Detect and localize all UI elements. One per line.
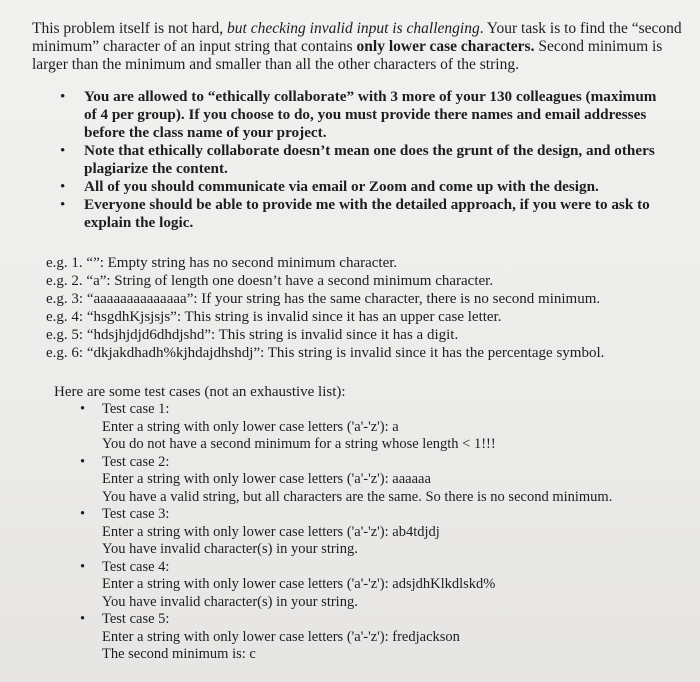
example-line: e.g. 6: “dkjakdhadh%kjhdajdhshdj”: This string is invalid since it has the percentage symbol. [46, 345, 605, 361]
test-case-item [80, 453, 682, 507]
test-case-prompt: Enter a string with only lower case letters ('a'-'z'): ab4tdjdj [102, 523, 440, 540]
test-case-item [80, 401, 682, 454]
requirement-text: You are allowed to “ethically collaborate” with 3 more of your 130 colleagues (maximum of 4 per group). If you choose to do, you must provide there names and email addresses before the class name of your project. [84, 88, 657, 141]
bullet: • [80, 611, 86, 627]
test-case-title: Test case 1: [102, 401, 170, 417]
test-case-result: You do not have a second minimum for a string whose length < 1!!! [102, 436, 496, 452]
intro-emphasis: but checking invalid input is challenging [227, 20, 480, 37]
requirement-item [60, 142, 664, 178]
example-line: e.g. 1. “”: Empty string has no second minimum character. [46, 255, 398, 271]
test-case-item [80, 611, 682, 664]
requirement-item [60, 88, 664, 142]
bullet: • [60, 142, 66, 159]
test-case-title: Test case 4: [102, 558, 170, 575]
test-case-title: Test case 3: [102, 506, 170, 522]
test-case-prompt: Enter a string with only lower case letters ('a'-'z'): fredjackson [102, 628, 460, 645]
test-case-title: Test case 2: [102, 453, 170, 470]
intro-text-1: This problem itself is not hard, [32, 20, 228, 37]
bullet: • [60, 196, 66, 213]
intro-text-3: Second minimum is larger than the minimum and smaller than all the other characters of the string. [32, 38, 663, 73]
requirement-text: Note that ethically collaborate doesn’t mean one does the grunt of the design, and others plagiarize the content. [84, 142, 655, 177]
bullet: • [80, 506, 86, 522]
requirement-text: Everyone should be able to provide me with the detailed approach, if you were to ask to explain the logic. [84, 196, 650, 231]
bullet: • [60, 88, 66, 105]
test-case-result: You have invalid character(s) in your string. [102, 541, 358, 557]
requirement-item [60, 196, 664, 232]
test-case-item [80, 558, 682, 612]
intro-bold: only lower case characters. [356, 38, 535, 55]
test-case-prompt: Enter a string with only lower case letters ('a'-'z'): aaaaaa [102, 471, 431, 487]
example-line: e.g. 5: “hdsjhjdjd6dhdjshd”: This string is invalid since it has a digit. [46, 327, 459, 343]
intro-text-2: . Your task is to find the “second minimum” character of an input string that contains [32, 20, 682, 55]
test-case-result: You have a valid string, but all characters are the same. So there is no second minimum. [102, 488, 613, 505]
test-case-item [80, 506, 682, 559]
test-case-result: The second minimum is: c [102, 646, 256, 662]
example-line: e.g. 3: “aaaaaaaaaaaaaa”: If your string has the same character, there is no second minimum. [46, 291, 601, 307]
requirement-text: All of you should communicate via email or Zoom and come up with the design. [84, 178, 599, 195]
test-cases-list [32, 401, 682, 664]
test-case-prompt: Enter a string with only lower case letters ('a'-'z'): adsjdhKlkdlskd% [102, 576, 496, 592]
intro-paragraph [32, 20, 682, 74]
bullet: • [80, 453, 86, 470]
bullet: • [80, 401, 86, 417]
test-case-result: You have invalid character(s) in your string. [102, 593, 358, 610]
requirements-list [32, 88, 664, 232]
example-line: e.g. 4: “hsgdhKjsjsjs”: This string is invalid since it has an upper case letter. [46, 309, 502, 325]
test-cases-heading: Here are some test cases (not an exhaustive list): [54, 384, 346, 400]
test-case-title: Test case 5: [102, 611, 170, 627]
requirement-item [60, 178, 664, 196]
test-case-prompt: Enter a string with only lower case letters ('a'-'z'): a [102, 418, 399, 435]
example-line: e.g. 2. “a”: String of length one doesn’t have a second minimum character. [46, 273, 494, 289]
bullet: • [80, 558, 86, 575]
bullet: • [60, 178, 66, 195]
examples-block [46, 254, 682, 362]
